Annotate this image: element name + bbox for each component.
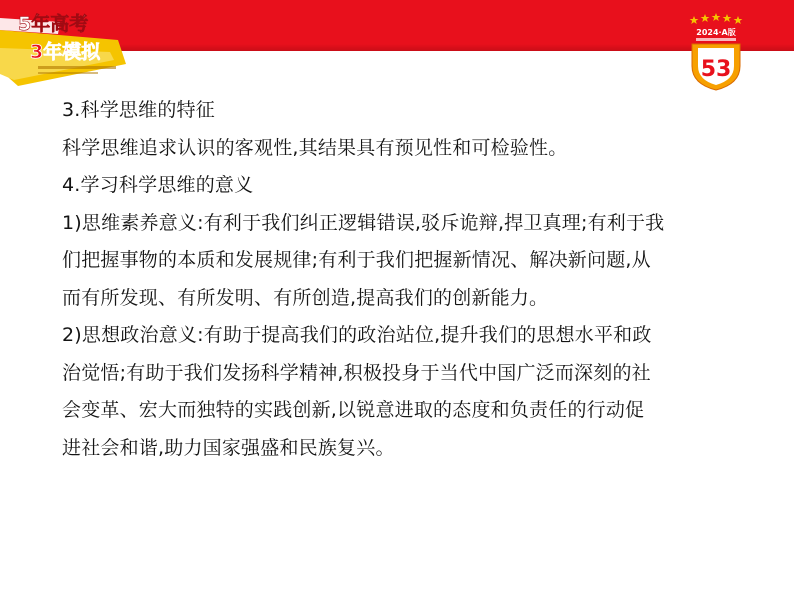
paragraph-line: 2)思想政治意义:有助于提高我们的政治站位,提升我们的思想水平和政 <box>62 324 652 346</box>
brand-line-2: 3年模拟 <box>30 41 101 63</box>
paragraph-line: 科学思维追求认识的客观性,其结果具有预见性和可检验性。 <box>62 136 568 159</box>
heading-significance: 4.学习科学思维的意义 <box>62 174 254 196</box>
document-body <box>62 92 762 467</box>
paragraph-line: 们把握事物的本质和发展规律;有利于我们把握新情况、解决新问题,从 <box>62 249 651 271</box>
star-icon <box>690 13 743 24</box>
paragraph-line: 1)思维素养意义:有利于我们纠正逻辑错误,驳斥诡辩,捍卫真理;有利于我 <box>62 211 665 234</box>
paragraph-line: 治觉悟;有助于我们发扬科学精神,积极投身于当代中国广泛而深刻的社 <box>62 361 651 384</box>
badge-number: 53 <box>700 57 732 82</box>
badge-logo <box>686 10 746 92</box>
brand-logo <box>0 0 132 92</box>
paragraph-line: 而有所发现、有所发明、有所创造,提高我们的创新能力。 <box>62 286 549 309</box>
brand-line-1: 5年高考 <box>18 13 89 35</box>
paragraph-line: 进社会和谐,助力国家强盛和民族复兴。 <box>62 436 395 459</box>
paragraph-line: 会变革、宏大而独特的实践创新,以锐意进取的态度和负责任的行动促 <box>62 399 645 421</box>
heading-feature: 3.科学思维的特征 <box>62 99 215 121</box>
badge-year: 2024·A版 <box>696 28 736 37</box>
